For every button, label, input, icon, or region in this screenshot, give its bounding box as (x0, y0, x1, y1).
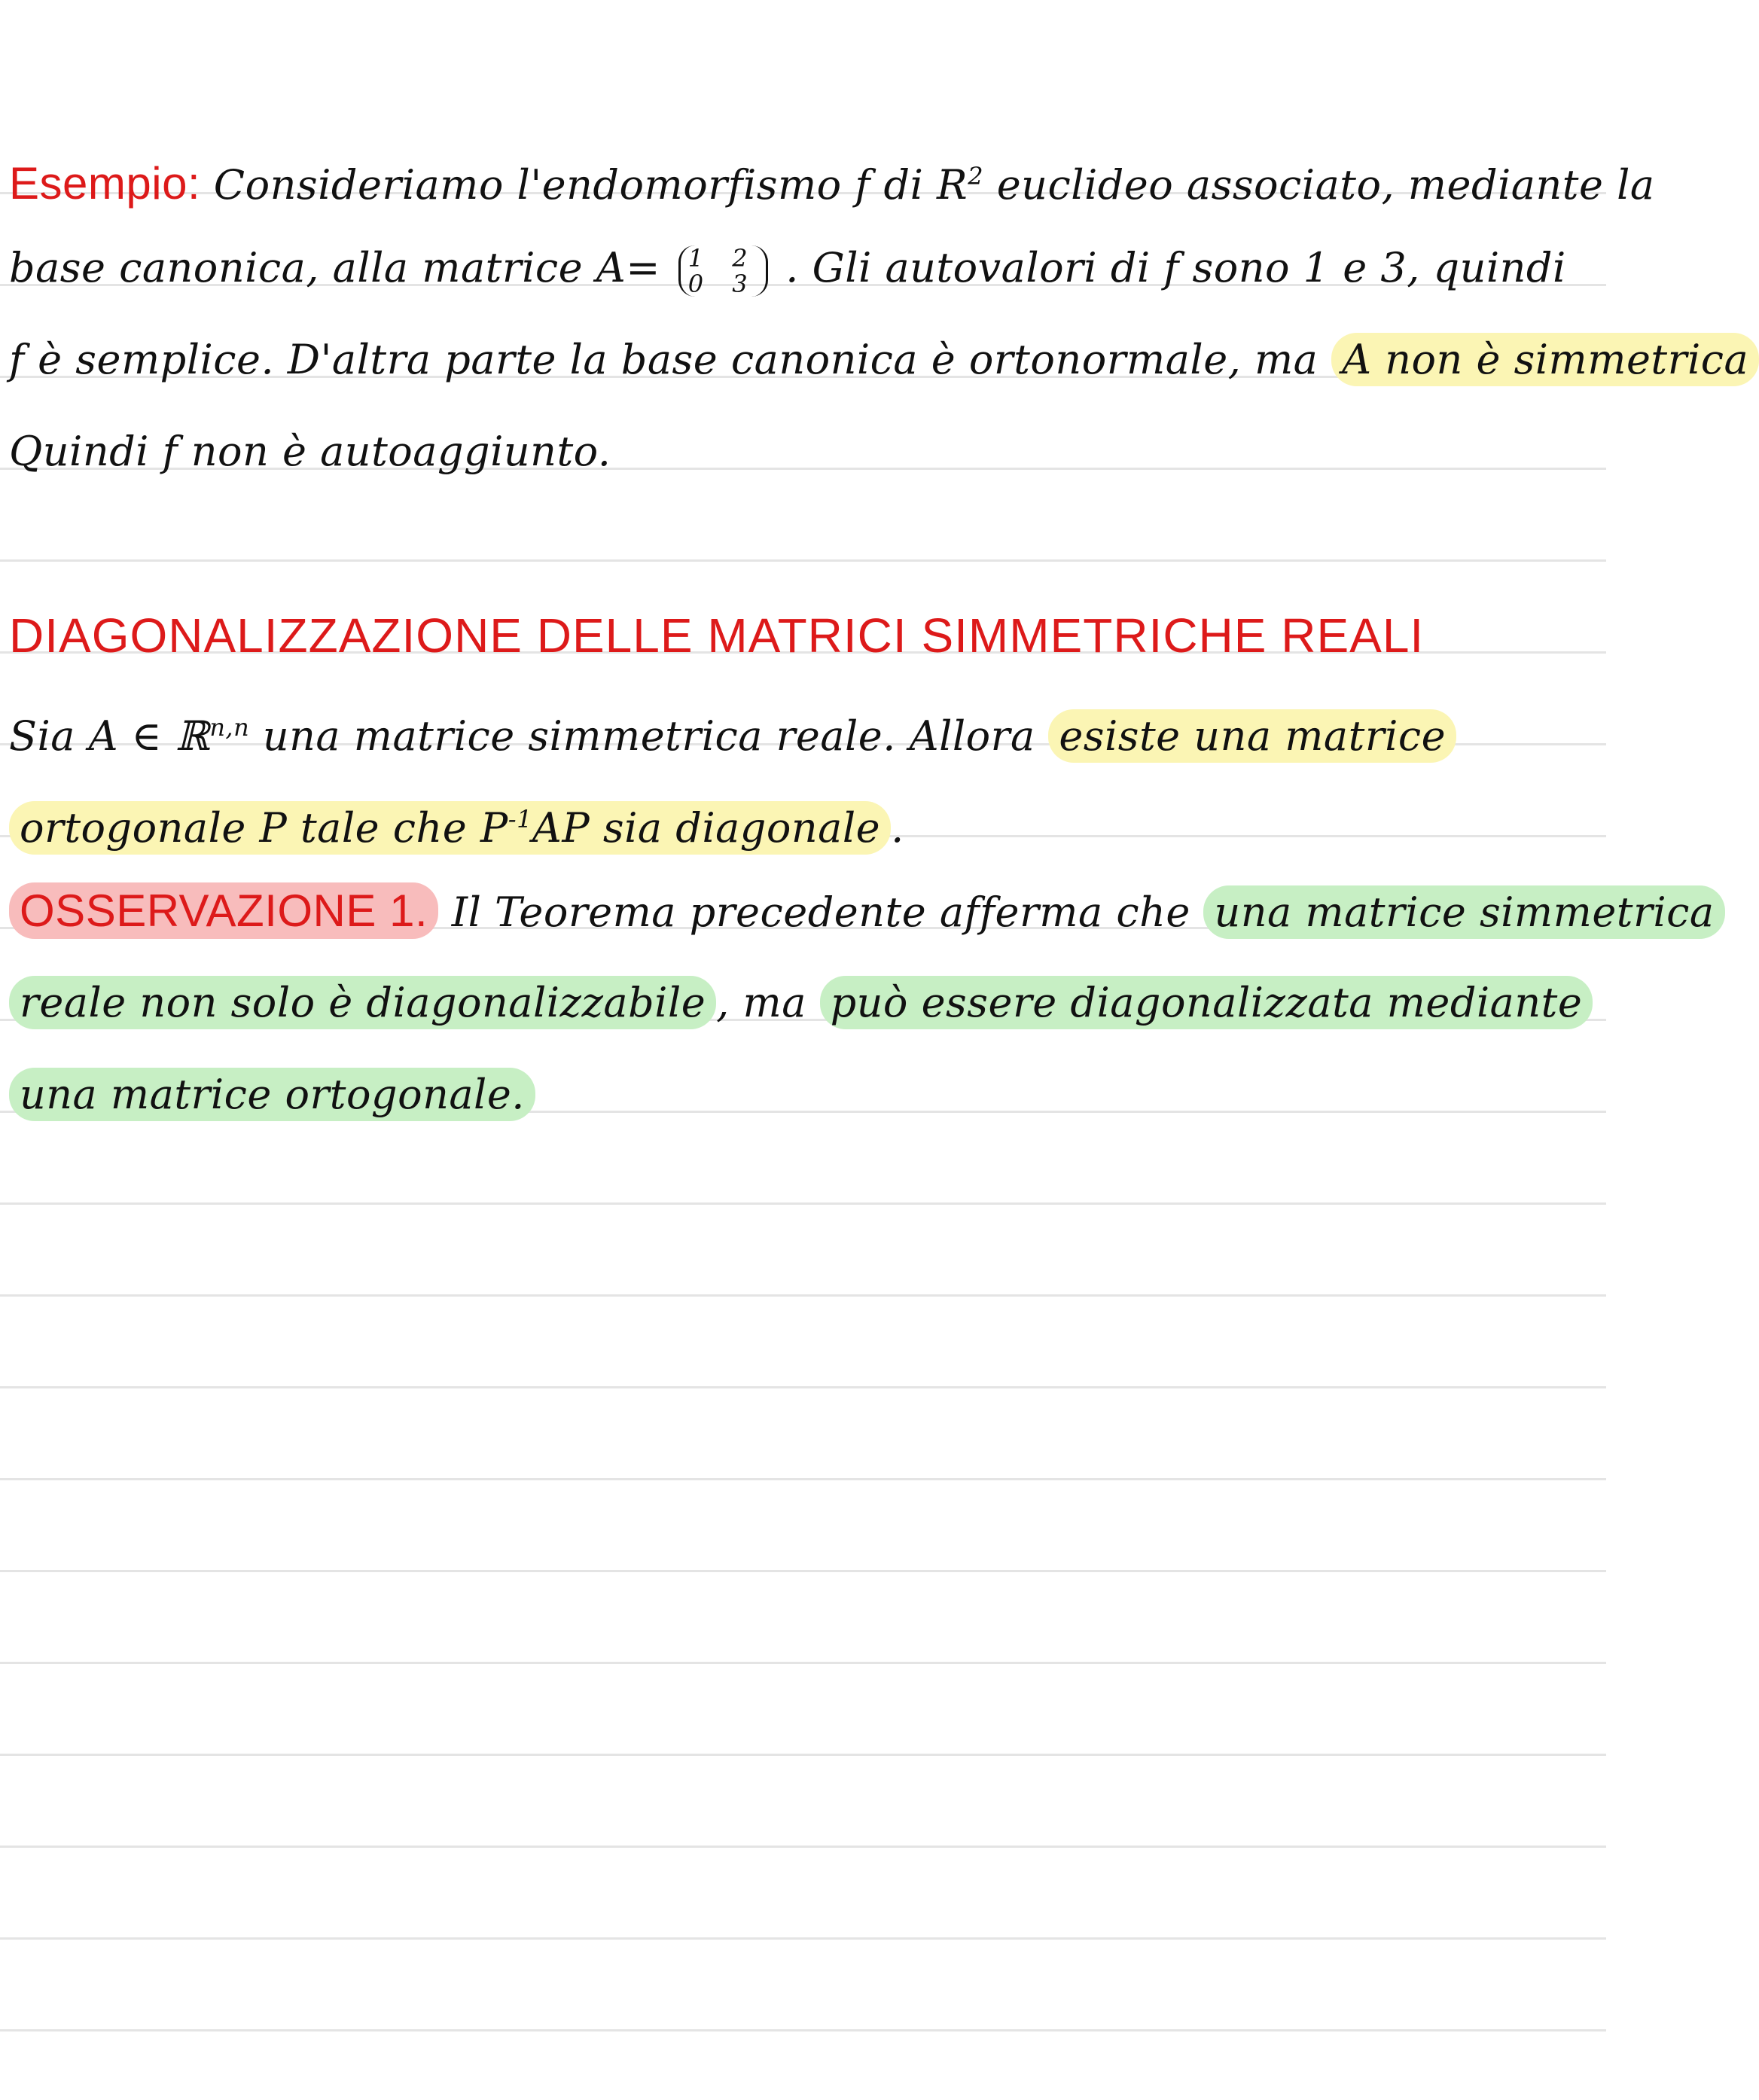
highlight-yellow (9, 801, 891, 855)
highlight-yellow: A non è simmetrica (1331, 333, 1759, 386)
theorem-title: DIAGONALIZZAZIONE DELLE MATRICI SIMMETRICHE REALI (9, 608, 1425, 663)
observation-text: Il Teorema precedente afferma che (438, 888, 1190, 936)
example-text: . Gli autovalori di f sono 1 e 3, quindi (785, 244, 1566, 291)
example-text: base canonica, alla matrice A= (9, 244, 661, 291)
example-text: f è semplice. D'altra parte la base canonica è ortonormale, ma (9, 336, 1318, 383)
matrix-row: 0 3 (687, 270, 758, 298)
example-text: Consideriamo l'endomorfismo f di R (213, 161, 968, 209)
matrix-A (678, 245, 768, 297)
ruled-line (0, 1478, 1606, 1480)
ruled-line (0, 1846, 1606, 1848)
ruled-line (0, 1386, 1606, 1388)
theorem-text: . (891, 804, 904, 852)
exponent: n,n (209, 713, 250, 742)
theorem-text: Sia A ∈ ℝ (9, 712, 210, 760)
highlight-green: una matrice simmetrica (1203, 885, 1724, 939)
example-text: Quindi f non è autoaggiunto. (9, 428, 611, 475)
example-text: euclideo associato, mediante la (983, 161, 1655, 209)
highlight-green: reale non solo è diagonalizzabile (9, 976, 716, 1029)
example-line-1 (9, 132, 1655, 221)
observation-line-2 (9, 959, 1598, 1047)
ruled-line (0, 1754, 1606, 1756)
exponent: -1 (508, 805, 532, 834)
highlight-yellow: esiste una matrice (1048, 709, 1456, 763)
ruled-line (0, 1662, 1606, 1664)
ruled-line (0, 1294, 1606, 1297)
observation-label: OSSERVAZIONE 1. (9, 882, 438, 939)
observation-line-1 (9, 867, 1715, 956)
example-label: Esempio: (9, 158, 201, 209)
ruled-line (0, 1937, 1606, 1940)
matrix-row: 1 2 (687, 244, 758, 273)
theorem-line-1 (9, 683, 1598, 772)
theorem-text: ortogonale P tale che P (20, 804, 508, 852)
theorem-line-2 (9, 775, 1598, 864)
ruled-line (0, 1202, 1606, 1205)
theorem-text: AP sia diagonale (532, 804, 881, 852)
ruled-line (0, 1570, 1606, 1572)
example-line-4 (9, 407, 1598, 496)
ruled-line (0, 2029, 1606, 2031)
example-line-2 (9, 224, 1598, 312)
highlight-green: una matrice ortogonale. (9, 1068, 535, 1121)
observation-text: , ma (716, 979, 806, 1026)
highlight-green: può essere diagonalizzata mediante (820, 976, 1593, 1029)
example-line-3 (9, 315, 1749, 404)
exponent: 2 (968, 162, 984, 190)
theorem-text: una matrice simmetrica reale. Allora (249, 712, 1035, 760)
observation-line-3 (9, 1050, 1598, 1139)
ruled-line (0, 559, 1606, 562)
